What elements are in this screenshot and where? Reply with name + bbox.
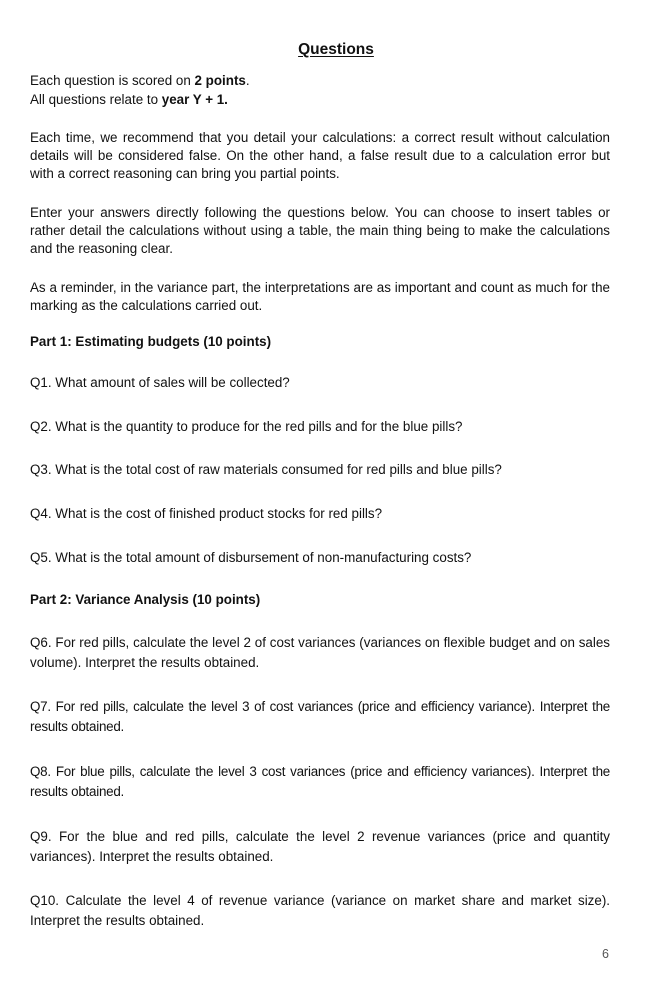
question-q3: Q3. What is the total cost of raw materials consumed for red pills and blue pills? — [30, 462, 502, 477]
page-number: 6 — [602, 947, 609, 961]
reminder-paragraph: As a reminder, in the variance part, the interpretations are as important and count as much for the marking as the calculations carried out. — [30, 280, 610, 313]
question-q1: Q1. What amount of sales will be collected? — [30, 375, 290, 390]
question-q4: Q4. What is the cost of finished product stocks for red pills? — [30, 506, 383, 521]
question-q7: Q7. For red pills, calculate the level 3 of cost variances (price and efficiency variance). Interpret the results obtained. — [30, 699, 610, 734]
question-q8: Q8. For blue pills, calculate the level 3 cost variances (price and efficiency variances). Interpret the results obtained. — [30, 764, 610, 799]
question-q6: Q6. For red pills, calculate the level 2 of cost variances (variances on flexible budget and on sales volume). Interpret the results obtained. — [30, 635, 610, 670]
answers-paragraph: Enter your answers directly following the questions below. You can choose to insert tables or rather detail the calculations without using a table, the main thing being to make the calculations and the reasoning clear. — [30, 205, 610, 256]
scoring-value: 2 points — [194, 73, 246, 88]
scoring-line — [30, 72, 610, 90]
page-title: Questions — [298, 41, 374, 58]
recommendation-paragraph: Each time, we recommend that you detail your calculations: a correct result without calculation details will be considered false. On the other hand, a false result due to a calculation error but with a correct reasoning can bring you partial points. — [30, 130, 610, 181]
question-q5: Q5. What is the total amount of disbursement of non-manufacturing costs? — [30, 550, 472, 565]
question-q9: Q9. For the blue and red pills, calculate the level 2 revenue variances (price and quantity variances). Interpret the results obtained. — [30, 829, 610, 864]
question-q2: Q2. What is the quantity to produce for the red pills and for the blue pills? — [30, 419, 463, 434]
year-line — [30, 91, 610, 109]
question-q10: Q10. Calculate the level 4 of revenue variance (variance on market share and market size). Interpret the results obtained. — [30, 893, 610, 928]
year-value: year Y + 1. — [161, 92, 228, 107]
scoring-prefix: Each question is scored on — [30, 73, 195, 88]
year-prefix: All questions relate to — [30, 92, 162, 107]
scoring-suffix: . — [245, 73, 250, 88]
part2-heading: Part 2: Variance Analysis (10 points) — [30, 592, 261, 607]
part1-heading: Part 1: Estimating budgets (10 points) — [30, 334, 272, 349]
